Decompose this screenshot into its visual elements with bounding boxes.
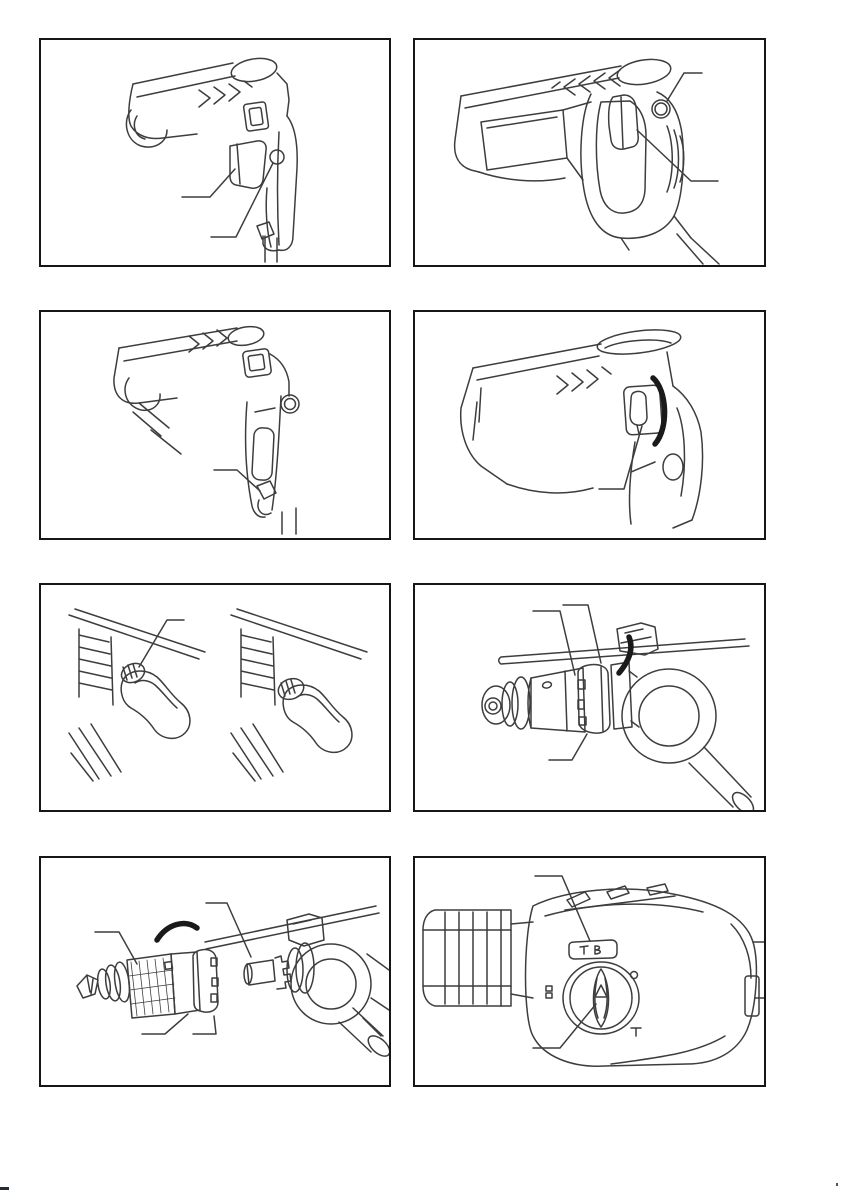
leader-line-change-cover — [563, 605, 601, 663]
push-on-arrow — [181, 959, 239, 995]
vent-chevrons — [552, 70, 620, 95]
quick-change-chuck — [482, 664, 610, 733]
figure-panel-2 — [413, 38, 766, 267]
grip-texture — [69, 724, 121, 781]
leader-line-lever — [599, 426, 642, 489]
tool-body — [126, 55, 297, 262]
figure-panel-8 — [413, 856, 766, 1087]
action-mode-knob — [546, 962, 641, 1036]
lock-button — [270, 150, 284, 164]
vent-chevrons — [199, 81, 252, 107]
figure-5-illustration — [41, 585, 389, 810]
rotate-arrow — [157, 920, 207, 940]
figure-panel-3 — [39, 310, 391, 540]
figure-panel-6 — [413, 583, 766, 812]
rotation-arrow — [646, 364, 665, 455]
drill-symbol — [546, 986, 552, 991]
tool-body — [461, 326, 703, 528]
switch-trigger — [230, 141, 266, 188]
reversing-lever — [630, 391, 647, 425]
leader-line-spindle — [206, 903, 251, 957]
figure-1-illustration — [41, 40, 389, 265]
vent-grid — [79, 629, 113, 705]
leader-line-chuck-body — [533, 611, 575, 675]
marker-symbols — [580, 946, 600, 954]
before-view — [69, 609, 205, 781]
figure-7-illustration — [41, 858, 389, 1085]
leader-line-ring-right — [193, 1016, 216, 1034]
depth-gauge-knob — [275, 675, 306, 703]
figure-4-illustration — [415, 312, 764, 538]
tool-head-body — [526, 884, 765, 1066]
figure-panel-7 — [39, 856, 391, 1087]
power-cord — [677, 234, 719, 264]
hammer-symbol — [631, 1028, 641, 1036]
leader-line-switch — [182, 169, 235, 197]
mode-marker — [569, 940, 617, 959]
chuck-end-block — [423, 910, 533, 1006]
power-cord — [282, 508, 296, 534]
scan-artifact-dash — [0, 1187, 9, 1190]
figure-8-illustration — [415, 858, 764, 1085]
leader-line-ring-bottom — [549, 734, 587, 760]
vent-chevrons — [557, 367, 611, 394]
figure-2-illustration — [415, 40, 764, 265]
press-arrow — [298, 658, 322, 682]
knurl-texture — [129, 958, 175, 1016]
after-view — [231, 609, 367, 781]
drill-chuck — [77, 949, 218, 1018]
figure-panel-4 — [413, 310, 766, 540]
tool-body — [114, 324, 299, 534]
scan-artifact-dot — [836, 1183, 838, 1186]
pull-off-arrow — [443, 722, 515, 761]
grip-ridges — [667, 126, 684, 192]
side-grip-arm — [121, 671, 190, 738]
drill-symbol — [546, 993, 552, 998]
side-grip-arm — [283, 685, 352, 752]
leader-line-hook — [214, 470, 260, 491]
figure-6-illustration — [415, 585, 764, 810]
rim-screw — [631, 972, 638, 979]
figure-panel-1 — [39, 38, 391, 267]
vent-grid — [241, 629, 275, 705]
figure-panel-5 — [39, 583, 391, 812]
tool-body — [455, 56, 719, 264]
figure-3-illustration — [41, 312, 389, 538]
leader-line-lock-button — [667, 73, 702, 101]
pointer-triangle — [595, 985, 607, 997]
grip-texture — [231, 724, 283, 781]
